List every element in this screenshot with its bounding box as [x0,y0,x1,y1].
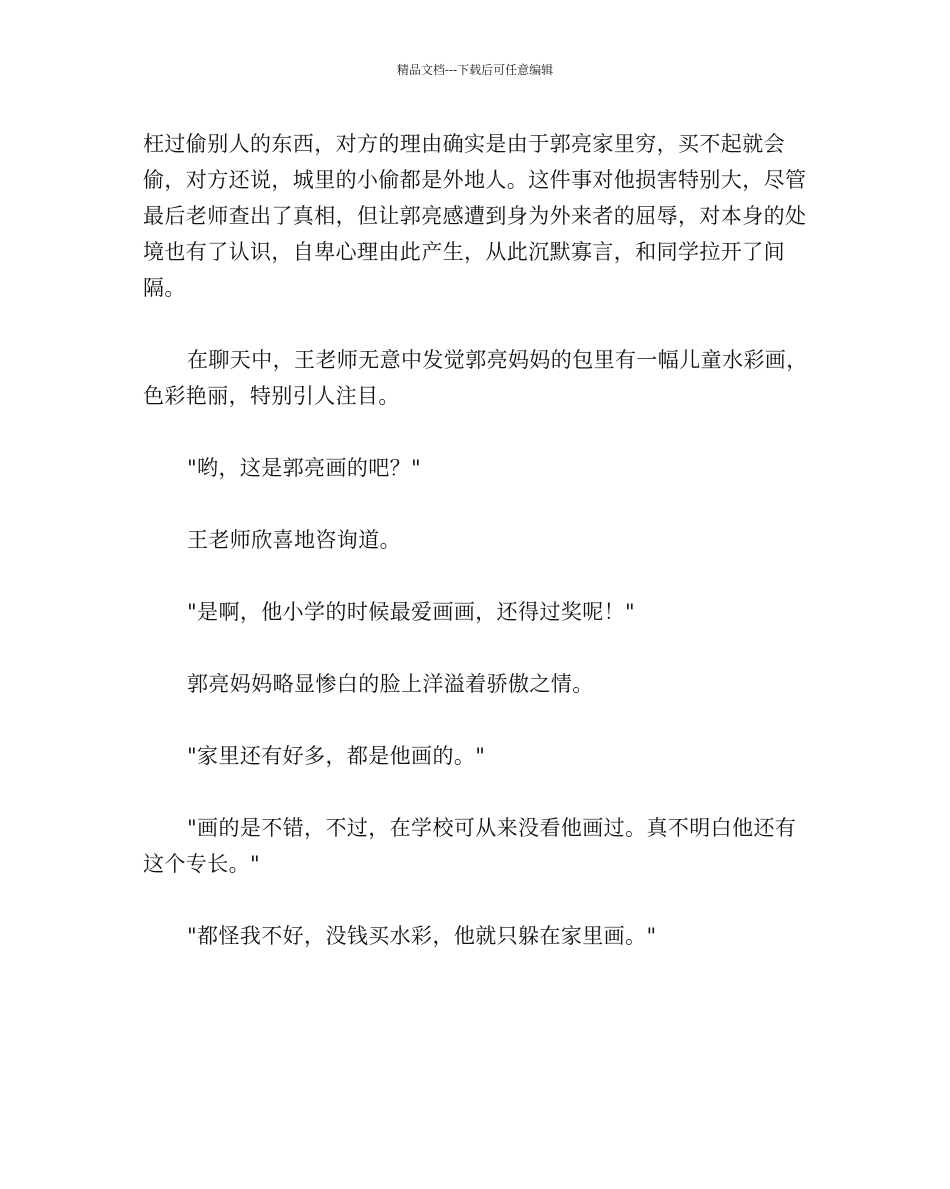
page-header: 精品文档---下载后可任意编辑 [396,63,554,77]
paragraph-4: 王老师欣喜地咨询道。 [187,528,401,552]
paragraph-3: "哟，这是郭亮画的吧？" [187,456,422,480]
paragraph-6: 郭亮妈妈略显惨白的脸上洋溢着骄傲之情。 [187,672,594,696]
paragraph-9: "都怪我不好，没钱买水彩，他就只躲在家里画。" [187,924,657,948]
paragraph-1: 枉过偷别人的东西，对方的理由确实是由于郭亮家里穷，买不起就会偷，对方还说，城里的小偷都是外地人。这件事对他损害特别大，尽管最后老师查出了真相，但让郭亮感遭到身为外来者的屈辱，对本身的处境也有了认识，自卑心理由此产生，从此沉默寡言，和同学拉开了间隔。 [143,132,807,300]
paragraph-2: 在聊天中，王老师无意中发觉郭亮妈妈的包里有一幅儿童水彩画，色彩艳丽，特别引人注目。 [143,348,808,408]
paragraph-8: "画的是不错，不过，在学校可从来没看他画过。真不明白他还有这个专长。" [143,816,797,876]
document-body [143,126,815,990]
paragraph-5: "是啊，他小学的时候最爱画画，还得过奖呢！" [187,600,636,624]
paragraph-7: "家里还有好多，都是他画的。" [187,744,486,768]
